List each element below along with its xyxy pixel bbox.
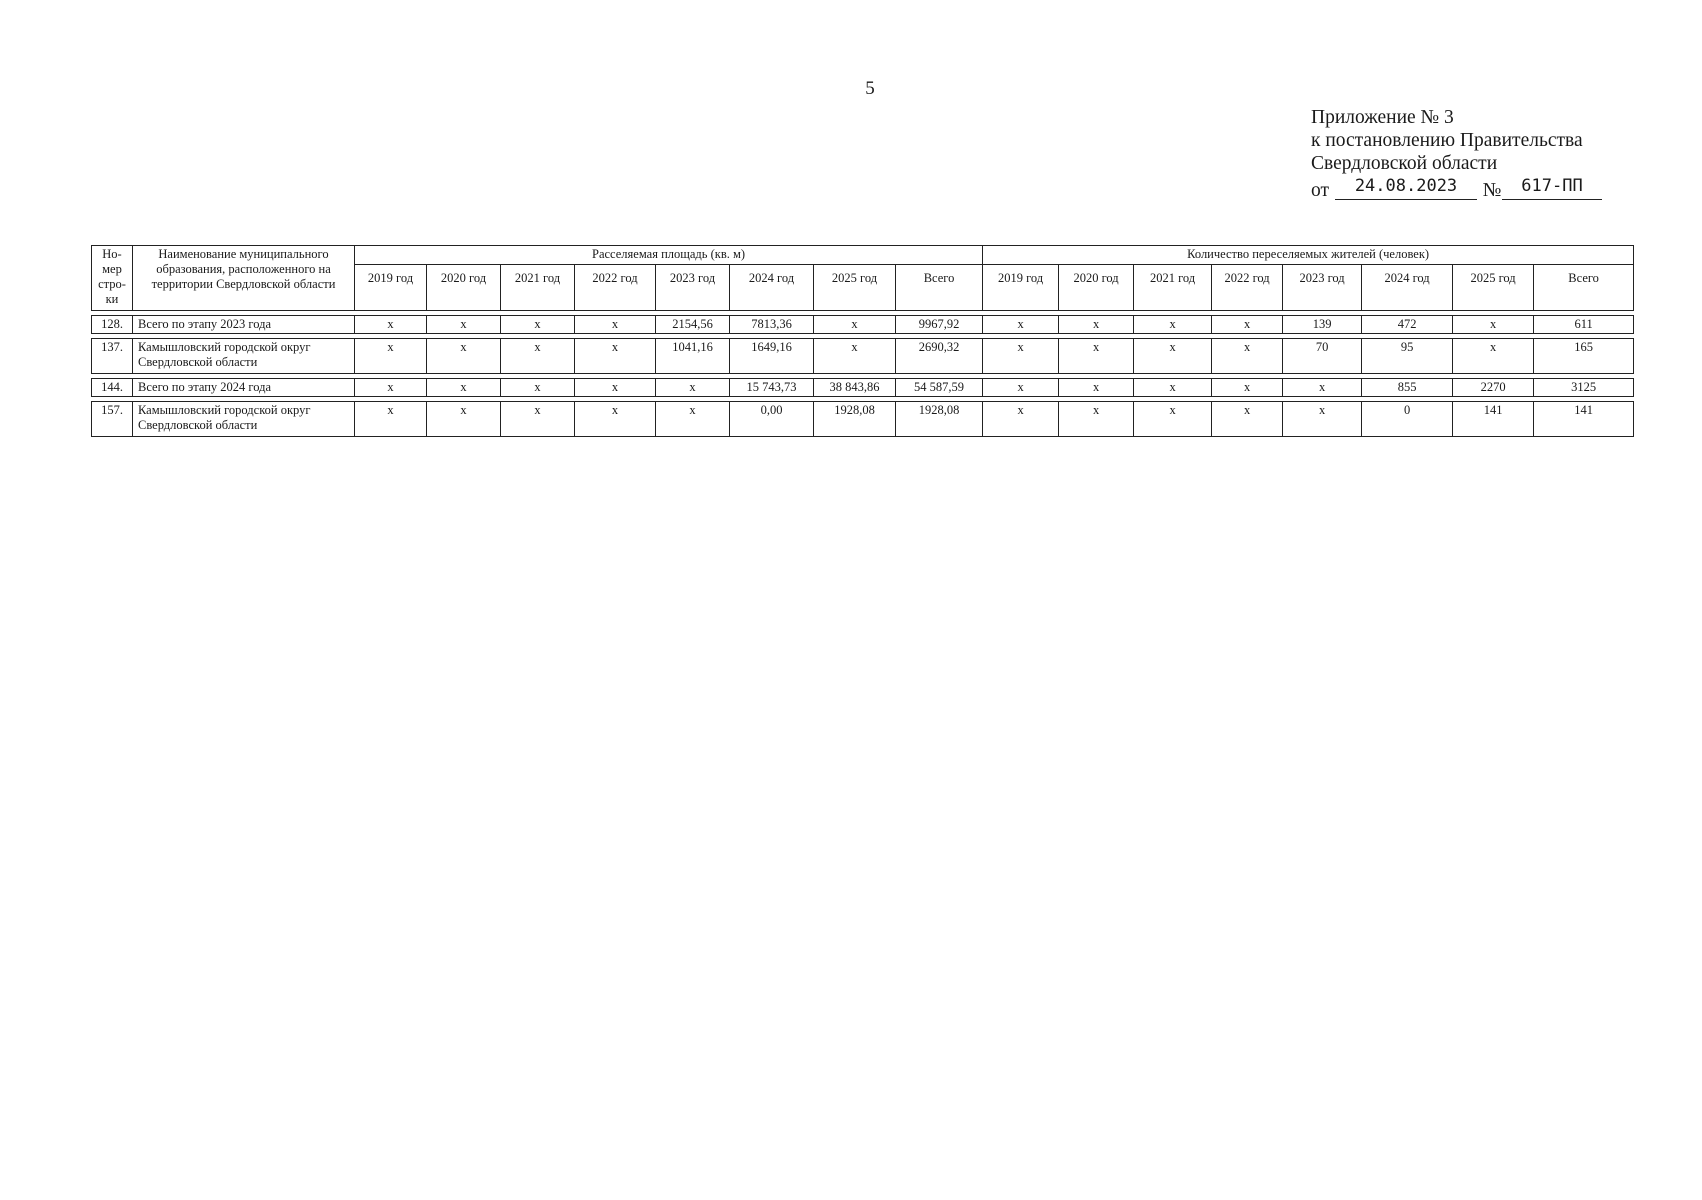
area-value-cell: х: [427, 316, 501, 334]
appendix-block: [1311, 106, 1583, 201]
residents-total-cell: 3125: [1534, 379, 1634, 397]
residents-value-cell: х: [1212, 316, 1283, 334]
residents-value-cell: х: [1453, 339, 1534, 374]
area-value-cell: 0,00: [730, 402, 814, 437]
area-value-cell: 1928,08: [814, 402, 896, 437]
row-municipality-name: Всего по этапу 2023 года: [133, 316, 355, 334]
header-area-year: 2019 год: [355, 265, 427, 311]
header-rownum: Но-мер стро-ки: [92, 246, 133, 311]
residents-value-cell: 70: [1283, 339, 1362, 374]
header-residents-group: Количество переселяемых жителей (человек): [983, 246, 1634, 265]
header-area-year: 2025 год: [814, 265, 896, 311]
header-area-year: 2024 год: [730, 265, 814, 311]
residents-value-cell: х: [1283, 379, 1362, 397]
area-value-cell: х: [575, 402, 656, 437]
header-residents-year: 2024 год: [1362, 265, 1453, 311]
table-row: [92, 339, 1634, 374]
residents-value-cell: 472: [1362, 316, 1453, 334]
header-municipality: Наименование муниципального образования, расположенного на территории Свердловской области: [133, 246, 355, 311]
resettlement-table: [91, 245, 1634, 437]
residents-value-cell: х: [1134, 402, 1212, 437]
table-row: [92, 379, 1634, 397]
row-municipality-name: Камышловский городской округ Свердловской области: [133, 339, 355, 374]
row-municipality-name: Камышловский городской округ Свердловской области: [133, 402, 355, 437]
area-value-cell: х: [427, 339, 501, 374]
residents-value-cell: х: [1134, 379, 1212, 397]
residents-value-cell: х: [983, 316, 1059, 334]
residents-value-cell: х: [983, 339, 1059, 374]
area-value-cell: 1041,16: [656, 339, 730, 374]
residents-value-cell: х: [1059, 379, 1134, 397]
residents-value-cell: 2270: [1453, 379, 1534, 397]
area-value-cell: 1649,16: [730, 339, 814, 374]
area-value-cell: х: [501, 316, 575, 334]
residents-total-cell: 141: [1534, 402, 1634, 437]
area-value-cell: 38 843,86: [814, 379, 896, 397]
area-value-cell: х: [355, 402, 427, 437]
area-value-cell: х: [501, 402, 575, 437]
residents-value-cell: х: [1453, 316, 1534, 334]
area-value-cell: х: [575, 379, 656, 397]
area-value-cell: х: [501, 339, 575, 374]
header-residents-year: 2023 год: [1283, 265, 1362, 311]
row-number: 157.: [92, 402, 133, 437]
appendix-line-region: Свердловской области: [1311, 153, 1498, 174]
row-number: 144.: [92, 379, 133, 397]
area-total-cell: 1928,08: [896, 402, 983, 437]
area-total-cell: 2690,32: [896, 339, 983, 374]
residents-value-cell: х: [1059, 339, 1134, 374]
document-date: 24.08.2023: [1335, 175, 1477, 200]
header-area-group: Расселяемая площадь (кв. м): [355, 246, 983, 265]
residents-total-cell: 165: [1534, 339, 1634, 374]
residents-value-cell: 0: [1362, 402, 1453, 437]
header-area-year: 2021 год: [501, 265, 575, 311]
table-row: [92, 402, 1634, 437]
area-value-cell: 7813,36: [730, 316, 814, 334]
residents-value-cell: х: [1134, 316, 1212, 334]
area-total-cell: 9967,92: [896, 316, 983, 334]
row-municipality-name: Всего по этапу 2024 года: [133, 379, 355, 397]
area-value-cell: х: [575, 339, 656, 374]
residents-value-cell: х: [1059, 316, 1134, 334]
row-number: 128.: [92, 316, 133, 334]
area-value-cell: х: [427, 402, 501, 437]
area-value-cell: х: [656, 402, 730, 437]
area-value-cell: х: [355, 379, 427, 397]
residents-value-cell: х: [1212, 402, 1283, 437]
appendix-title: Приложение № 3: [1311, 107, 1454, 128]
table-row: [92, 316, 1634, 334]
area-value-cell: х: [656, 379, 730, 397]
area-value-cell: х: [814, 339, 896, 374]
residents-value-cell: х: [983, 379, 1059, 397]
residents-total-cell: 611: [1534, 316, 1634, 334]
area-value-cell: х: [501, 379, 575, 397]
header-area-year: 2020 год: [427, 265, 501, 311]
area-value-cell: х: [575, 316, 656, 334]
residents-value-cell: х: [1059, 402, 1134, 437]
header-area-year: 2023 год: [656, 265, 730, 311]
area-value-cell: х: [427, 379, 501, 397]
residents-value-cell: 95: [1362, 339, 1453, 374]
page-number: 5: [865, 78, 875, 99]
residents-value-cell: х: [983, 402, 1059, 437]
appendix-date-line: [1311, 175, 1583, 201]
header-residents-year: 2025 год: [1453, 265, 1534, 311]
area-value-cell: 2154,56: [656, 316, 730, 334]
row-number: 137.: [92, 339, 133, 374]
residents-value-cell: 141: [1453, 402, 1534, 437]
header-residents-year: 2021 год: [1134, 265, 1212, 311]
residents-value-cell: х: [1283, 402, 1362, 437]
residents-value-cell: х: [1134, 339, 1212, 374]
residents-value-cell: х: [1212, 339, 1283, 374]
header-residents-total: Всего: [1534, 265, 1634, 311]
number-sign-label: №: [1482, 180, 1502, 201]
document-number: 617-ПП: [1502, 175, 1602, 200]
header-residents-year: 2020 год: [1059, 265, 1134, 311]
appendix-line-resolution: к постановлению Правительства: [1311, 130, 1583, 151]
area-value-cell: х: [355, 339, 427, 374]
area-total-cell: 54 587,59: [896, 379, 983, 397]
date-prefix-label: от: [1311, 180, 1330, 201]
header-area-total: Всего: [896, 265, 983, 311]
area-value-cell: х: [355, 316, 427, 334]
area-value-cell: 15 743,73: [730, 379, 814, 397]
residents-value-cell: х: [1212, 379, 1283, 397]
header-residents-year: 2019 год: [983, 265, 1059, 311]
header-area-year: 2022 год: [575, 265, 656, 311]
header-residents-year: 2022 год: [1212, 265, 1283, 311]
residents-value-cell: 855: [1362, 379, 1453, 397]
area-value-cell: х: [814, 316, 896, 334]
residents-value-cell: 139: [1283, 316, 1362, 334]
